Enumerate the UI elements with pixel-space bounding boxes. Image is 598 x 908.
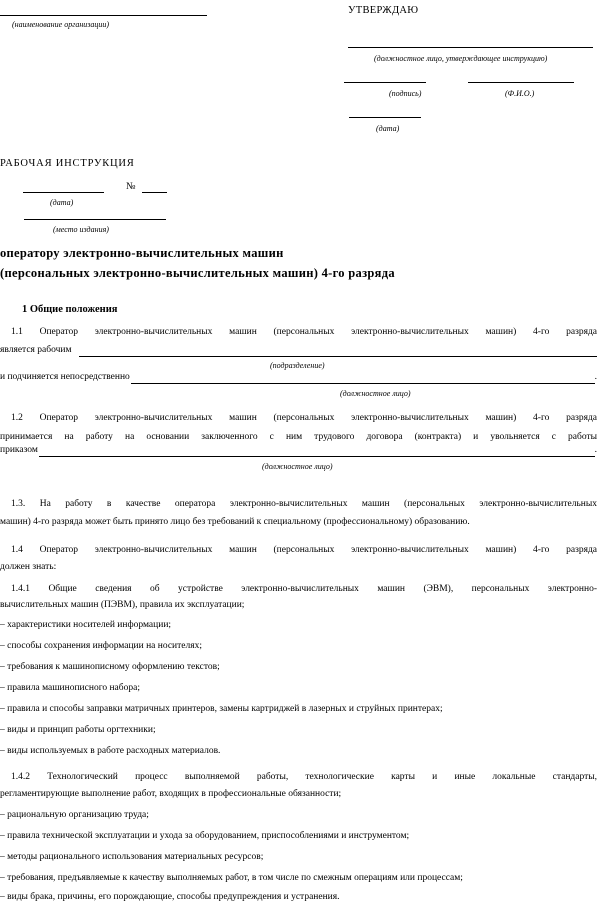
approver-position-line (348, 47, 593, 48)
list-item: – правила и способы заправки матричных принтеров, замены картриджей в лазерных и струйных принтерах; (0, 704, 443, 714)
order-issuer-line (39, 447, 595, 457)
document-type: РАБОЧАЯ ИНСТРУКЦИЯ (0, 158, 135, 169)
para-1-2-line1: 1.2 Оператор электронно-вычислительных машин (персональных электронно-вычислительных машин) 4-го разряда (11, 413, 597, 423)
list-item: – правила технической эксплуатации и ухода за оборудованием, приспособлениями и инструментом; (0, 831, 410, 841)
section-heading: 1 Общие положения (22, 304, 118, 315)
para-1-3-line1: 1.3. На работу в качестве оператора электронно-вычислительных машин (персональных электронно-вычислительных (11, 499, 597, 509)
para-1-1-end: . (594, 372, 597, 382)
department-line (79, 347, 597, 357)
para-1-4-1-line1: 1.4.1 Общие сведения об устройстве электронно-вычислительных машин (ЭВМ), персональных электронно- (11, 584, 597, 594)
list-item: – характеристики носителей информации; (0, 620, 172, 630)
para-1-4-2-line1: 1.4.2 Технологический процесс выполняемой работы, технологические карты и иные локальные стандарты, (11, 772, 597, 782)
fio-line (468, 82, 574, 83)
para-1-2-line2: принимается на работу на основании заключенного с ним трудового договора (контракта) и увольняется с работы (0, 432, 597, 442)
signature-caption: (подпись) (389, 89, 422, 98)
list-item: – требования к машинописному оформлению текстов; (0, 662, 220, 672)
para-1-3-line2: машин) 4-го разряда может быть принято лицо без требований к специальному (профессиональному) образованию. (0, 517, 470, 527)
para-1-4-line1: 1.4 Оператор электронно-вычислительных машин (персональных электронно-вычислительных машин) 4-го разряда (11, 545, 597, 555)
list-item: – методы рационального использования материальных ресурсов; (0, 852, 264, 862)
approval-date-line (349, 117, 421, 118)
para-1-1-line3 (0, 370, 597, 384)
para-1-2-line3 (0, 443, 597, 457)
para-1-1-text3: и подчиняется непосредственно (0, 372, 130, 382)
document-title-line2: (персональных электронно-вычислительных машин) 4-го разряда (0, 266, 395, 280)
place-caption: (место издания) (53, 225, 109, 234)
approval-date-caption: (дата) (376, 124, 400, 133)
doc-date-caption: (дата) (50, 198, 74, 207)
fio-caption: (Ф.И.О.) (505, 89, 535, 98)
approve-label: УТВЕРЖДАЮ (348, 5, 419, 16)
document-title-line1: оператору электронно-вычислительных машин (0, 246, 284, 260)
org-caption: (наименование организации) (12, 20, 110, 29)
list-item: – рациональную организацию труда; (0, 810, 149, 820)
doc-number-line (142, 192, 167, 193)
department-caption: (подразделение) (270, 361, 325, 370)
place-line (24, 219, 166, 220)
para-1-4-line2: должен знать: (0, 562, 57, 572)
para-1-1-text2: является рабочим (0, 345, 72, 355)
para-1-2-end: . (594, 445, 597, 455)
para-1-1-line2 (0, 343, 597, 357)
doc-date-line (23, 192, 104, 193)
signature-line (344, 82, 426, 83)
number-sign: № (126, 181, 136, 192)
list-item: – требования, предъявляемые к качеству выполняемых работ, в том числе по смежным операциям или процессам; (0, 873, 463, 883)
org-name-line (0, 15, 207, 16)
list-item: – способы сохранения информации на носителях; (0, 641, 203, 651)
para-1-4-1-line2: вычислительных машин (ПЭВМ), правила их эксплуатации; (0, 600, 245, 610)
approver-position-caption: (должностное лицо, утверждающее инструкцию) (374, 54, 548, 63)
list-item: – виды и принцип работы оргтехники; (0, 725, 156, 735)
para-1-2-text3: приказом (0, 445, 38, 455)
list-item: – виды используемых в работе расходных материалов. (0, 746, 221, 756)
order-issuer-caption: (должностное лицо) (262, 462, 333, 471)
para-1-1-line1: 1.1 Оператор электронно-вычислительных машин (персональных электронно-вычислительных машин) 4-го разряда (11, 327, 597, 337)
para-1-4-2-line2: регламентирующие выполнение работ, входящих в профессиональные обязанности; (0, 789, 342, 799)
list-item: – виды брака, причины, его порождающие, способы предупреждения и устранения. (0, 892, 340, 902)
supervisor-caption: (должностное лицо) (340, 389, 411, 398)
supervisor-line (131, 374, 595, 384)
list-item: – правила машинописного набора; (0, 683, 140, 693)
